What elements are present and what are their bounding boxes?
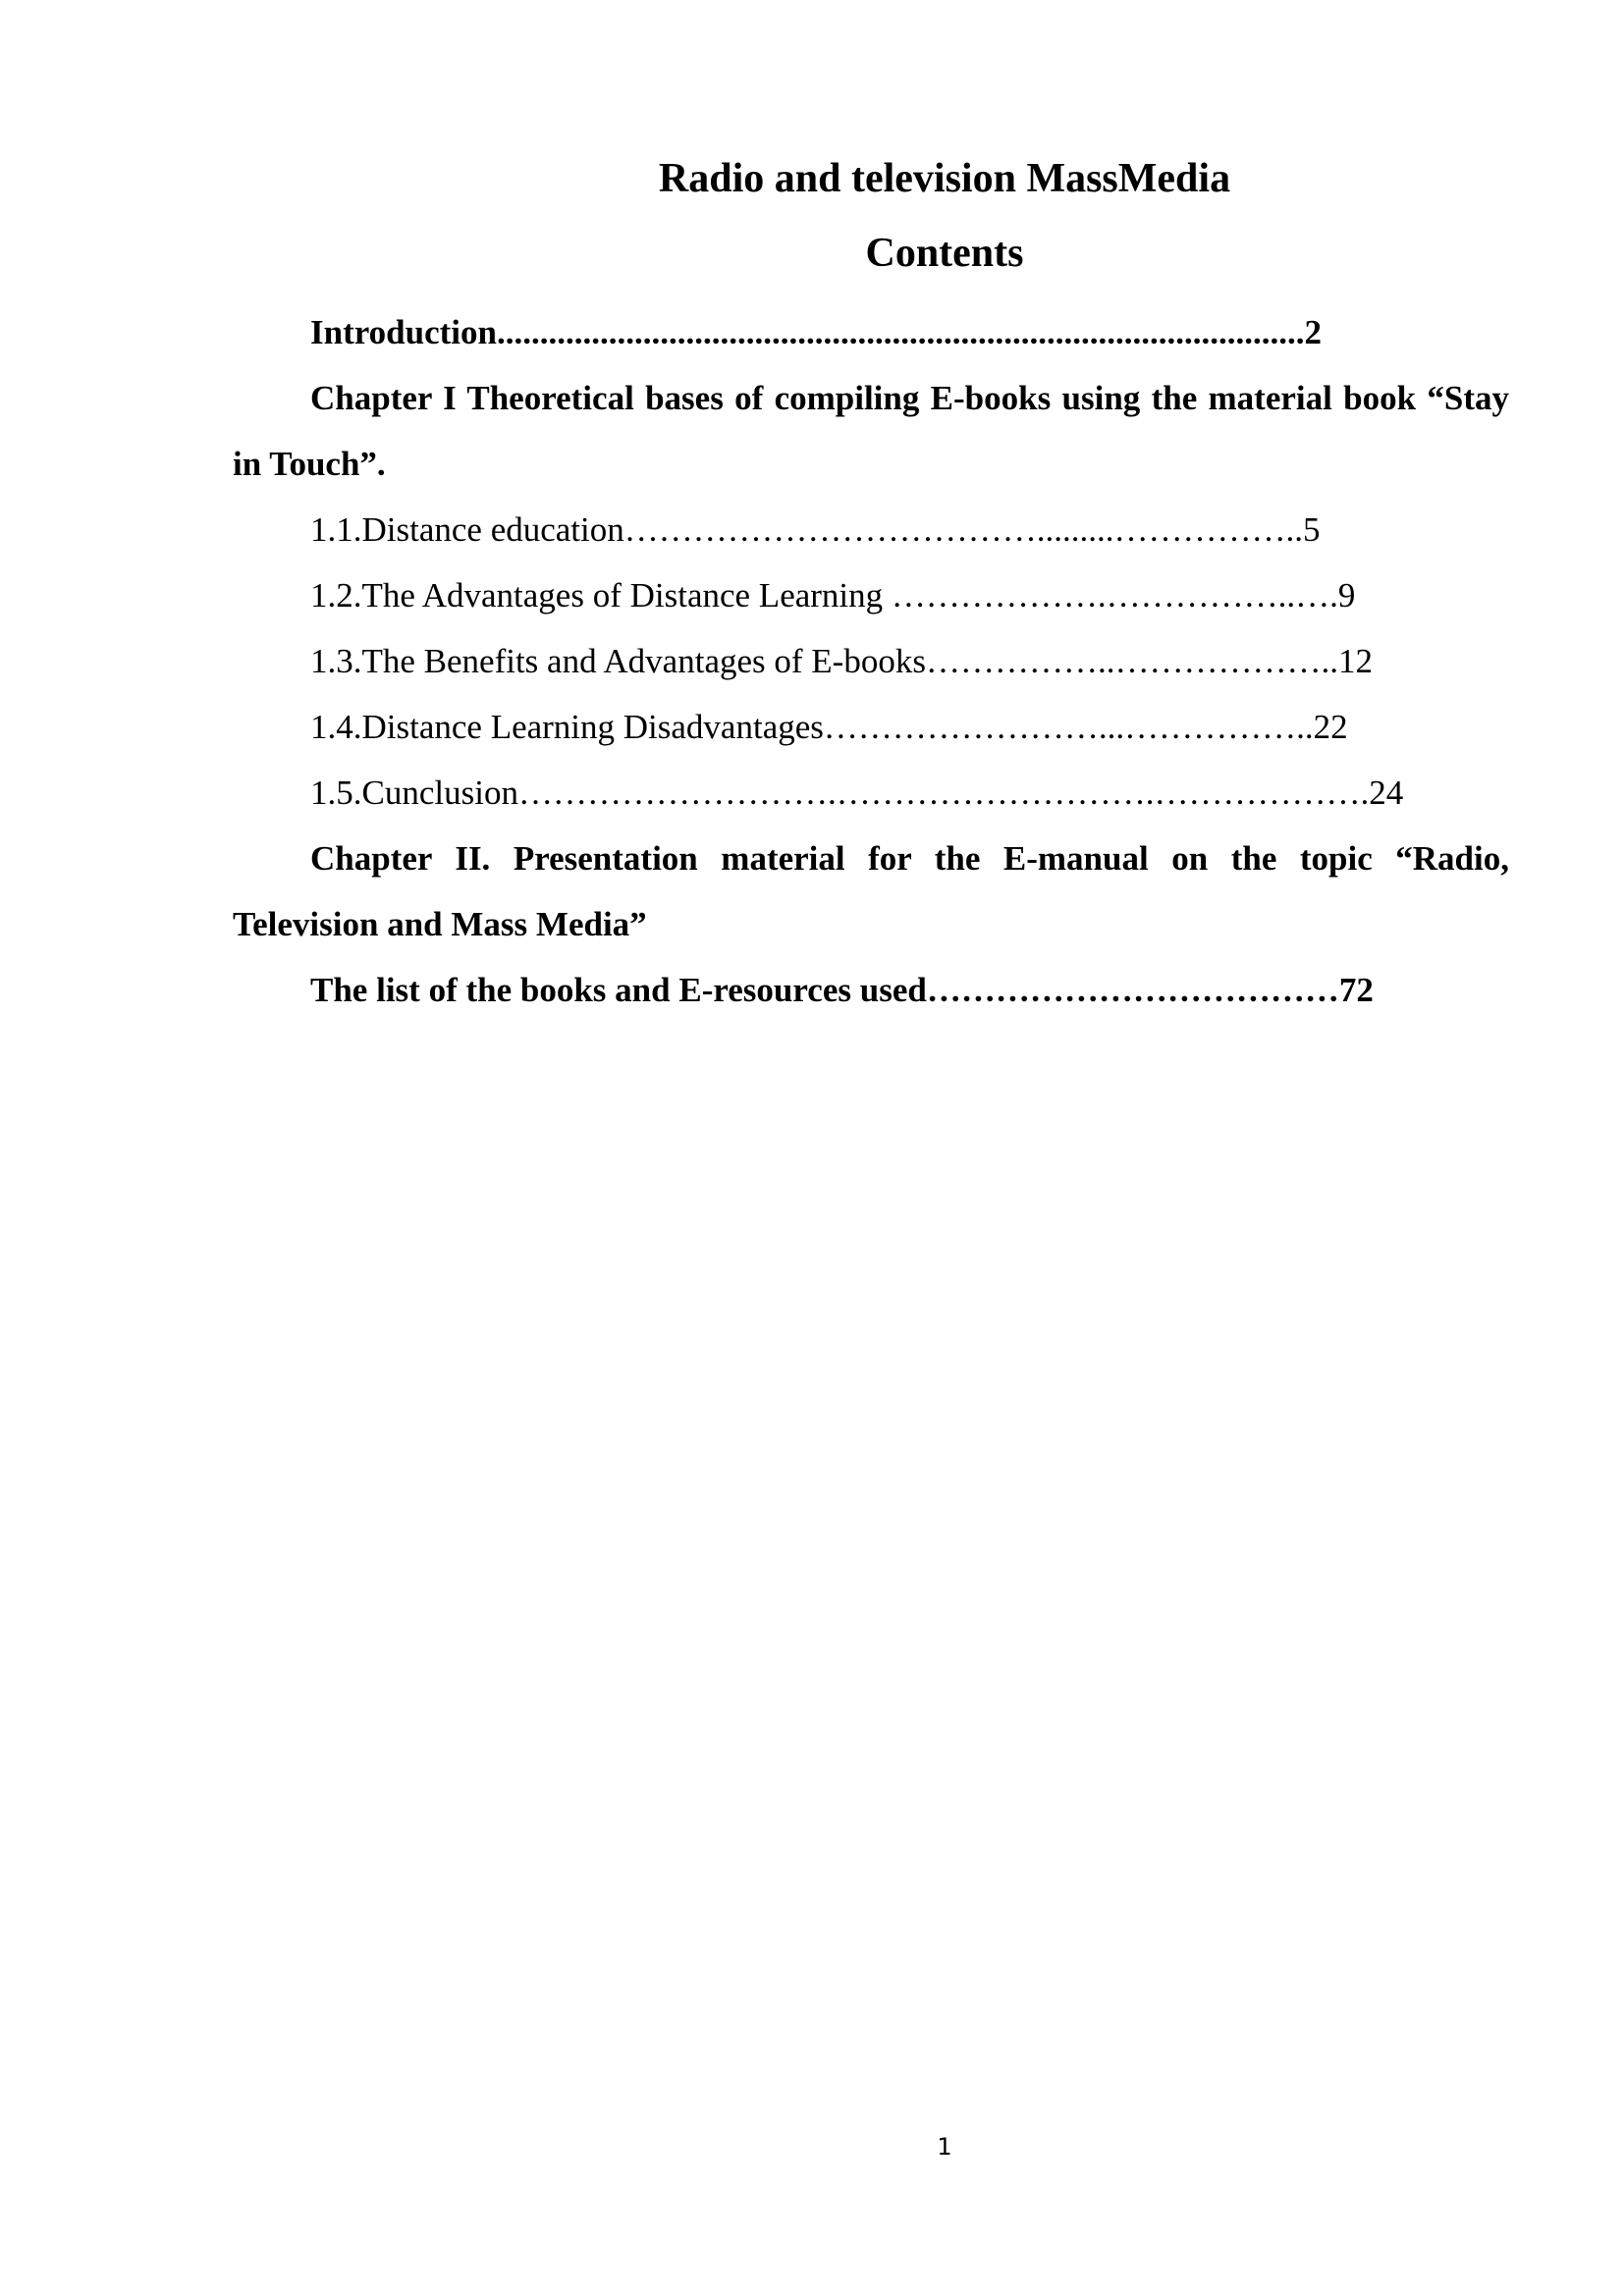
page-number: 1 xyxy=(937,2133,952,2161)
document-title: Radio and television MassMedia xyxy=(658,156,1231,201)
toc-entry-chapter-1: Chapter I Theoretical bases of compiling E-books using the material book “Stay in Touch”. xyxy=(233,379,1509,483)
contents-heading: Contents xyxy=(865,231,1024,276)
toc-entry-chapter-2: Chapter II. Presentation material for the E-manual on the topic “Radio, Television and Mass Media” xyxy=(233,839,1509,943)
toc-entry-references: The list of the books and E-resources used………………………………72 xyxy=(310,971,1374,1009)
toc-entry-introduction: Introduction..............................................................................................2 xyxy=(310,313,1322,351)
toc-entry-1-2: 1.2.The Advantages of Distance Learning ……………….……………..….9 xyxy=(310,576,1356,614)
toc-entry-1-3: 1.3.The Benefits and Advantages of E-books……………..………………..12 xyxy=(310,642,1373,680)
toc-entry-1-1: 1.1.Distance education……………………………….........……………..5 xyxy=(310,510,1321,549)
table-of-contents xyxy=(233,299,1509,1023)
toc-entry-1-4: 1.4.Distance Learning Disadvantages……………………...……………..22 xyxy=(310,708,1348,746)
toc-entry-1-5: 1.5.Cunclusion……………………….……………………….……………….24 xyxy=(310,774,1404,812)
